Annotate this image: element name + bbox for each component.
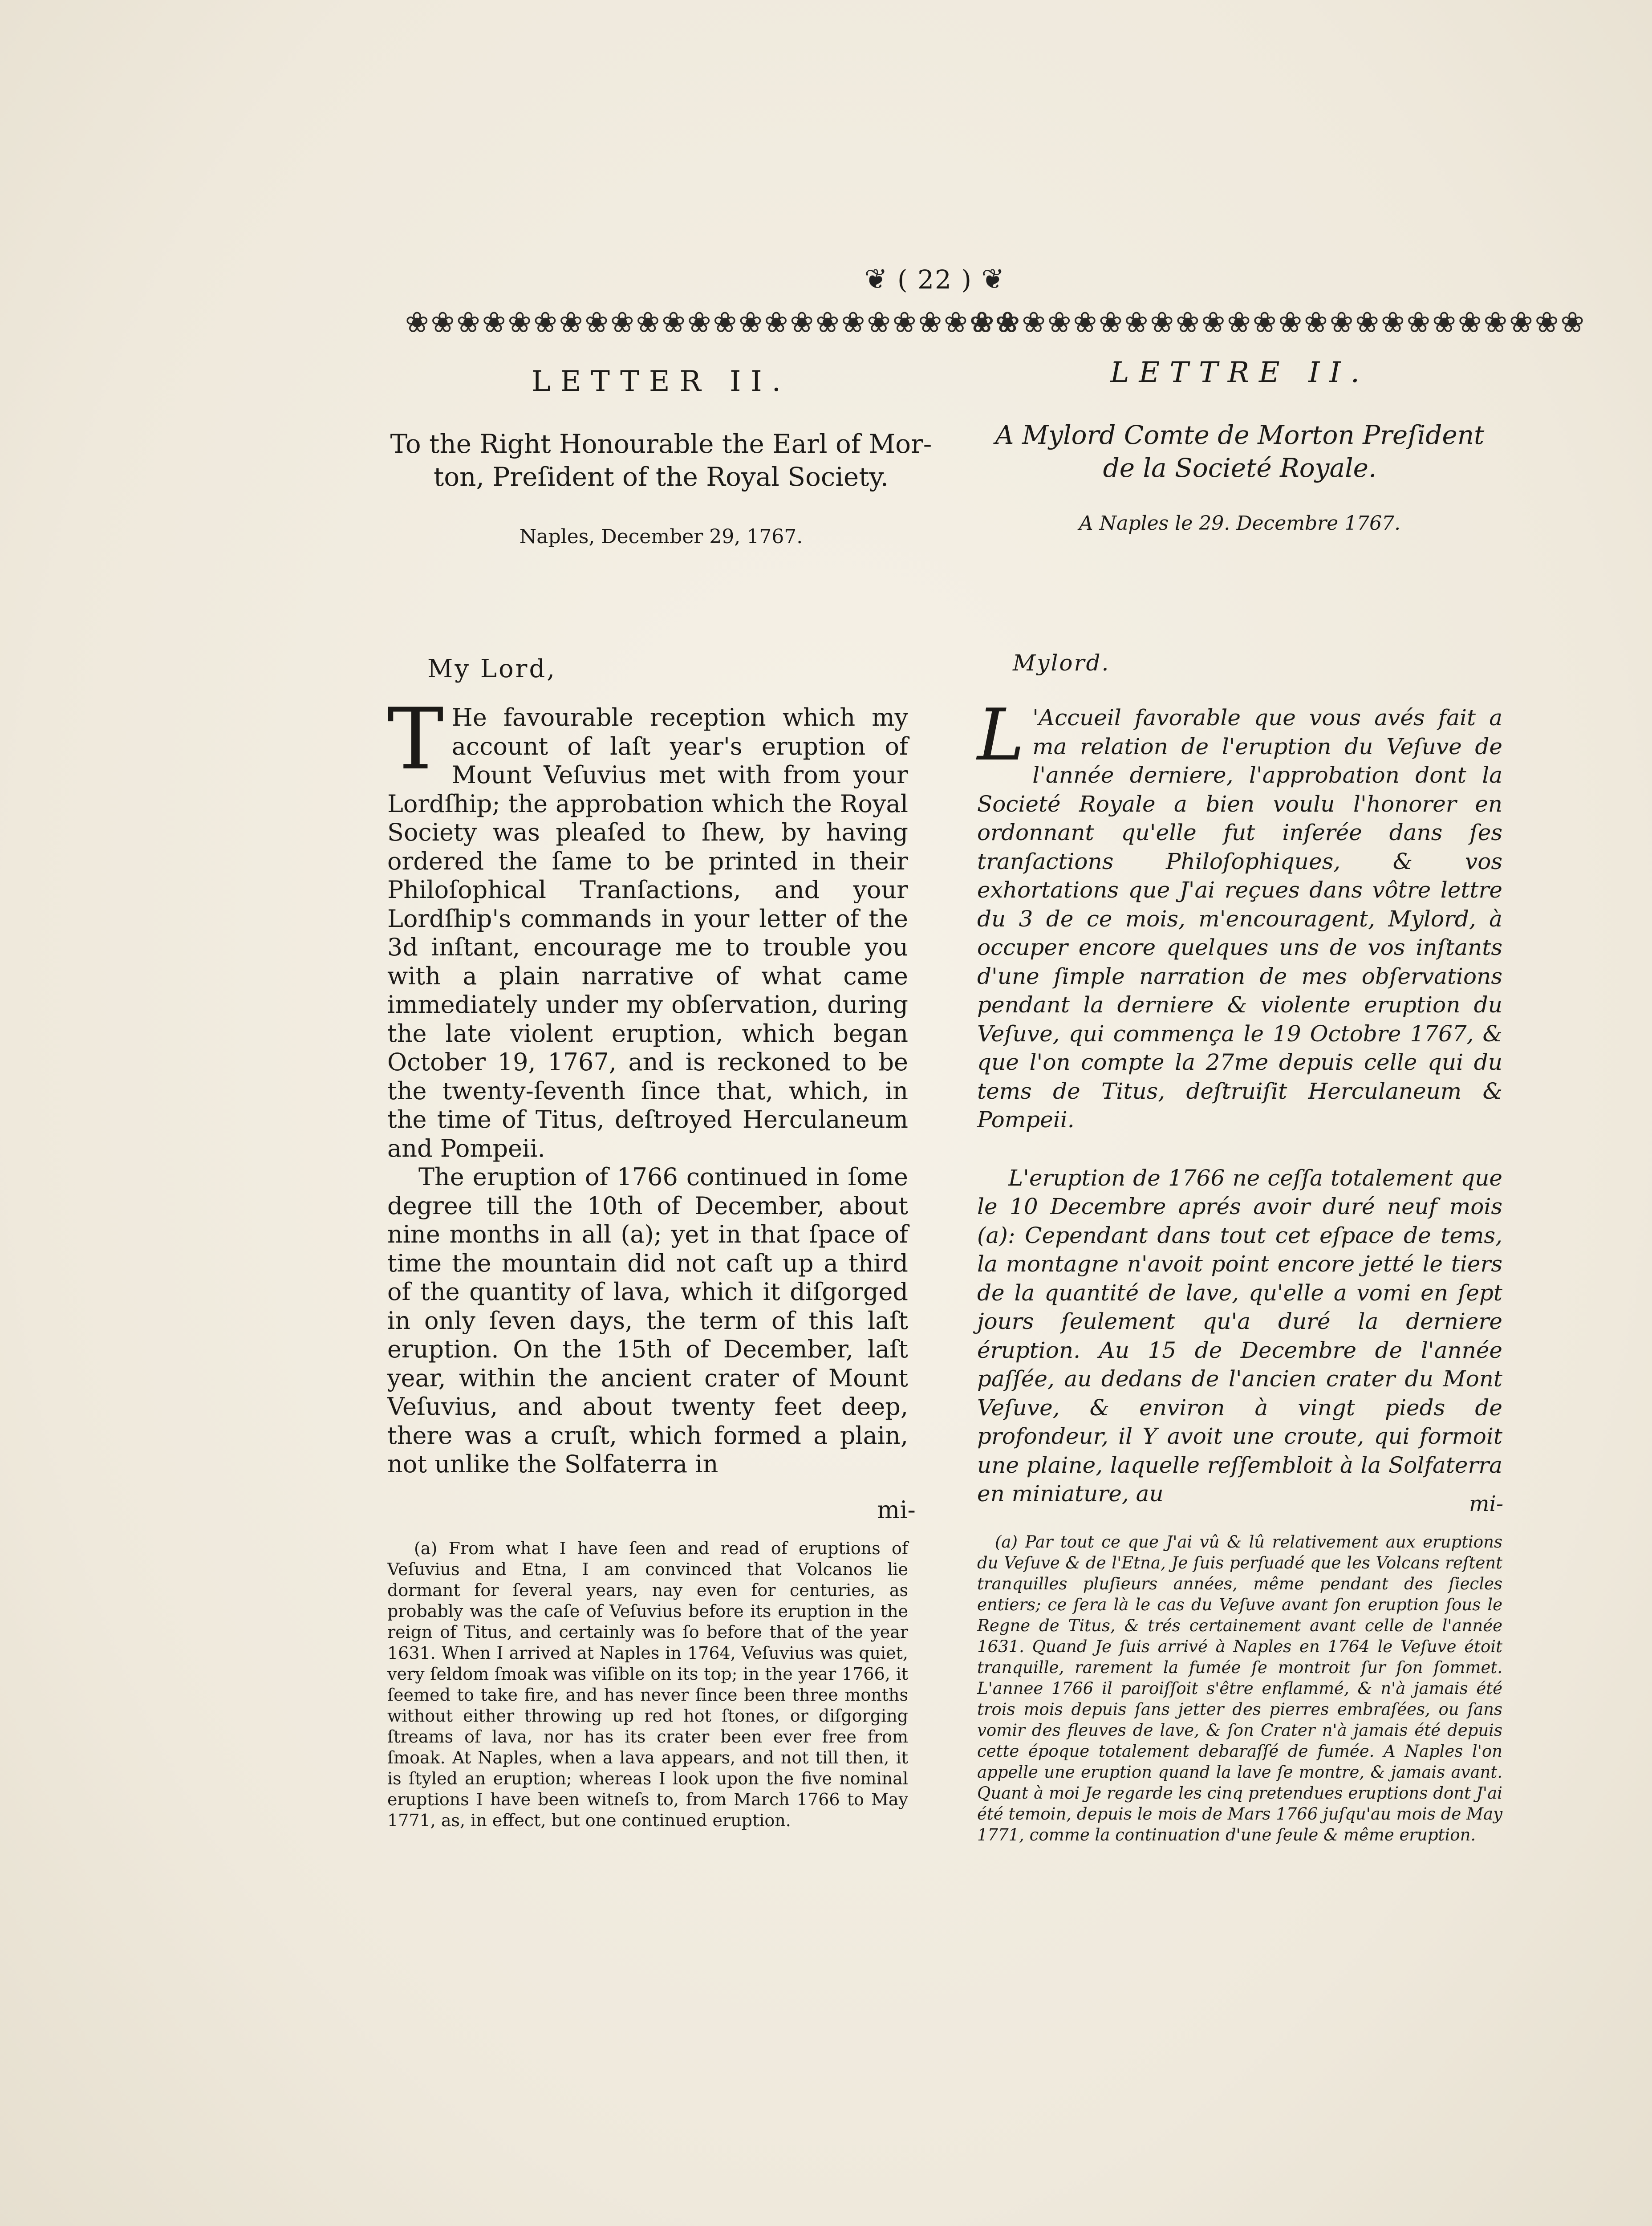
fleuron-right-icon: ❦: [981, 263, 1006, 295]
english-address: To the Right Honourable the Earl of Mor-ton, Preſident of the Royal Society.: [390, 429, 932, 492]
english-dropcap: T: [387, 690, 444, 788]
french-footnote: (a) Par tout ce que J'ai vû & lû relativement aux eruptions du Veſuve & de l'Etna, Je ſuis perſuadé que les Volcans reſtent tranquilles pluſieurs années, même pendant des ſiecles entiers; ce ſera là le cas du Veſuve avant ſon eruption ſous le Regne de Titus, & trés certainement avant celle de l'année 1631. Quand Je ſuis arrivé à Naples en 1764 le Veſuve étoit tranquille, rarement la fumée ſe montroit ſur ſon ſommet. L'annee 1766 il paroiſſoit s'être enflammé, & n'à jamais été trois mois depuis ſans jetter des pierres embraſées, ou ſans vomir des fleuves de lave, & ſon Crater n'à jamais été depuis cette époque totalement debaraſſé de fumée. A Naples l'on appelle une eruption quand la lave ſe montre, & jamais avant. Quant à moi Je regarde les cinq pretendues eruptions dont J'ai été temoin, depuis le mois de Mars 1766 juſqu'au mois de May 1771, comme la continuation d'une ſeule & même eruption.: [977, 1532, 1502, 1844]
french-dropcap: L: [977, 693, 1025, 776]
english-paragraph-1: [387, 690, 908, 1163]
english-footnote: (a) From what I have ſeen and read of eruptions of Veſuvius and Etna, I am convinced that Volcanos lie dormant for ſeveral years, nay even for centuries, as probably was the caſe of Veſuvius before its eruption in the reign of Titus, and certainly was ſo before that of the year 1631. When I arrived at Naples in 1764, Veſuvius was quiet, very ſeldom ſmoak was viſible on its top; in the year 1766, it ſeemed to take fire, and has never ſince been three months without either throwing up red hot ſtones, or diſgorging ſtreams of lava, nor has its crater been ever free from ſmoak. At Naples, when a lava appears, and not till then, it is ſtyled an eruption; whereas I look upon the five nominal eruptions I have been witneſs to, from March 1766 to May 1771, as, in effect, but one continued eruption.: [387, 1539, 908, 1830]
english-paragraph-1-text: He favourable reception which my account of laſt year's eruption of Mount Veſuvius met with from your Lordſhip; the approbation which the Royal Society was pleaſed to ſhew, by having ordered the ſame to be printed in their Philoſophical Tranſactions, and your Lordſhip's commands in your letter of the 3d inſtant, encourage me to trouble you with a plain narrative of what came immediately under my obſervation, during the late violent eruption, which began October 19, 1767, and is reckoned to be the twenty-ſeventh ſince that, which, in the time of Titus, deſtroyed Herculaneum and Pompeii.: [387, 703, 908, 1162]
fleuron-left-icon: ❦: [864, 263, 889, 295]
english-paragraph-2: The eruption of 1766 continued in ſome degree till the 10th of December, about nine months in all (a); yet in that ſpace of time the mountain did not caſt up a third of the quantity of lava, which it diſgorged in only ſeven days, the term of this laſt eruption. On the 15th of December, laſt year, within the ancient crater of Mount Veſuvius, and about twenty feet deep, there was a cruſt, which formed a plain, not unlike the Solfaterra in: [387, 1163, 908, 1478]
french-letter-heading: LETTRE II.: [1110, 356, 1369, 389]
ornament-rule-left: ❀❀❀❀❀❀❀❀❀❀❀❀❀❀❀❀❀❀❀❀❀❀❀❀: [405, 306, 1021, 339]
french-catchword: mi-: [1469, 1491, 1504, 1516]
french-dateline: A Naples le 29. Decembre 1767.: [1079, 512, 1401, 535]
english-dateline: Naples, December 29, 1767.: [519, 525, 803, 548]
french-salutation: Mylord.: [1013, 650, 1110, 676]
french-paragraph-1: [977, 693, 1502, 1134]
english-body: [387, 690, 908, 1479]
english-catchword: mi-: [877, 1496, 916, 1524]
french-paragraph-1-text: 'Accueil favorable que vous avés fait a ma relation de l'eruption du Veſuve de l'année derniere, l'approbation dont la Societé Royale a bien voulu l'honorer en ordonnant qu'elle fut inſerée dans ſes tranſactions Philoſophiques, & vos exhortations que J'ai reçues dans vôtre lettre du 3 de ce mois, m'encouragent, Mylord, à occuper encore quelques uns de vos inſtants d'une ſimple narration de mes obſervations pendant la derniere & violente eruption du Veſuve, qui commença le 19 Octobre 1767, & que l'on compte la 27me depuis celle qui du tems de Titus, deſtruiſit Herculaneum & Pompeii.: [977, 705, 1502, 1133]
ornament-rule-right: ❀❀❀❀❀❀❀❀❀❀❀❀❀❀❀❀❀❀❀❀❀❀❀❀: [970, 306, 1586, 339]
french-body: [977, 693, 1502, 1508]
page-number-header: [824, 263, 1046, 295]
english-salutation: My Lord,: [427, 654, 557, 683]
page-number: ( 22 ): [897, 264, 972, 295]
french-address: A Mylord Comte de Morton Preſident de la Societé Royale.: [995, 420, 1485, 483]
french-paragraph-2: L'eruption de 1766 ne ceſſa totalement que le 10 Decembre aprés avoir duré neuf mois (a): Cependant dans tout cet eſpace de tems, la montagne n'avoit point encore jetté le tiers de la quantité de lave, qu'elle a vomi en ſept jours ſeulement qu'a duré la derniere éruption. Au 15 de Decembre de l'année paſſée, au dedans de l'ancien crater du Mont Veſuve, & environ à vingt pieds de profondeur, il Y avoit une croute, qui formoit une plaine, laquelle reſſembloit à la Solfaterra en miniature, au: [977, 1165, 1502, 1507]
english-letter-heading: LETTER II.: [532, 365, 791, 398]
